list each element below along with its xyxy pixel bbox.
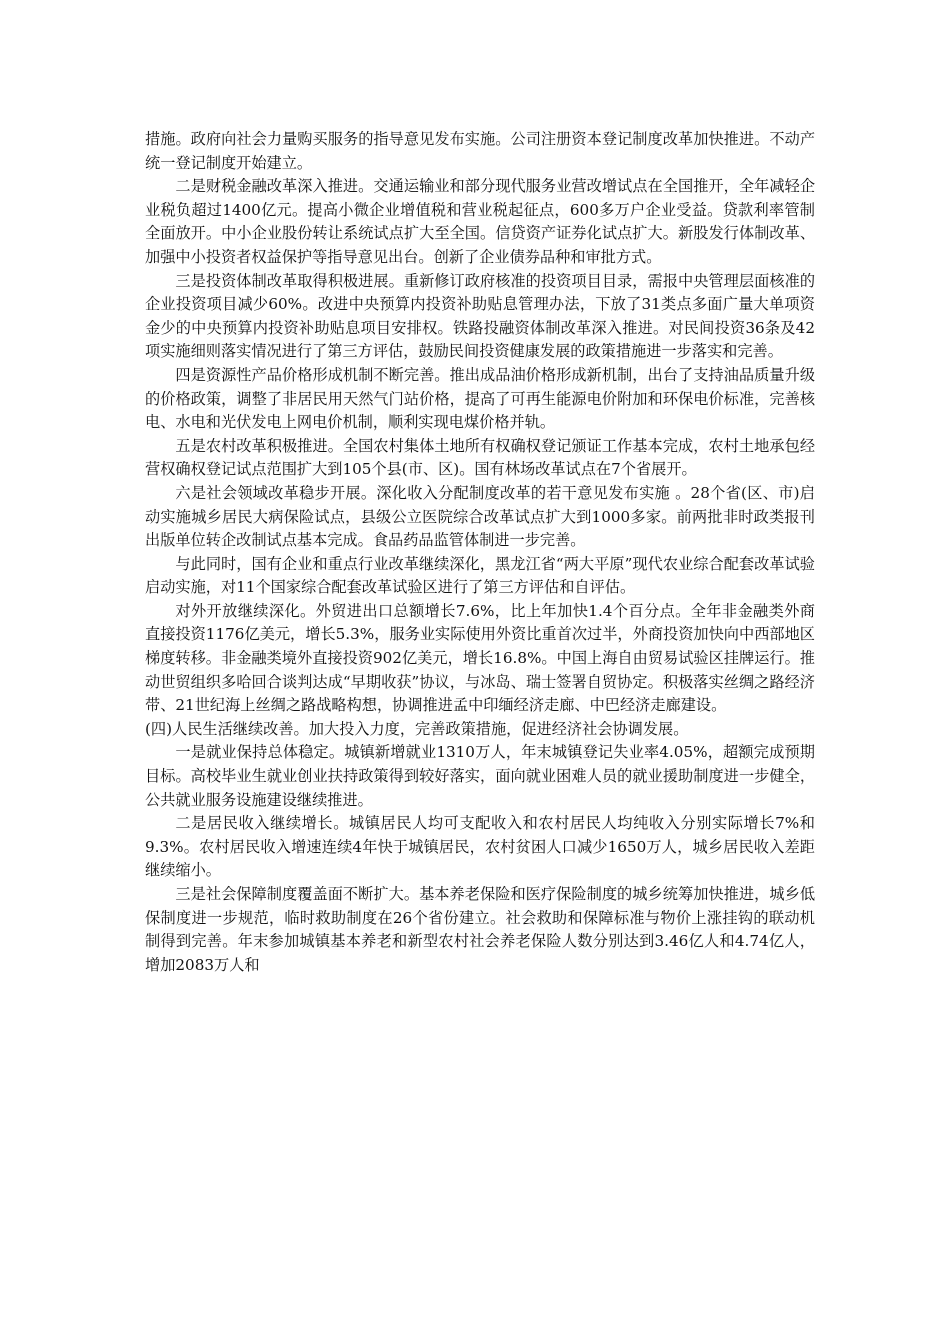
paragraph-7: 与此同时，国有企业和重点行业改革继续深化，黑龙江省“两大平原”现代农业综合配套改革试验启动实施，对11个国家综合配套改革试验区进行了第三方评估和自评估。: [145, 554, 815, 597]
paragraph-9: 一是就业保持总体稳定。城镇新增就业1310万人，年末城镇登记失业率4.05%，超额完成预期目标。高校毕业生就业创业扶持政策得到较好落实，面向就业困难人员的就业援助制度进一步健全，公共就业服务设施建设继续推进。: [145, 743, 815, 809]
paragraph-6: 六是社会领域改革稳步开展。深化收入分配制度改革的若干意见发布实施 。28个省(区、市)启动实施城乡居民大病保险试点，县级公立医院综合改革试点扩大到1000多家。前两批非时政类报刊出版单位转企改制试点基本完成。食品药品监管体制进一步完善。: [145, 483, 815, 550]
paragraph-5: 五是农村改革积极推进。全国农村集体土地所有权确权登记颁证工作基本完成，农村土地承包经营权确权登记试点范围扩大到105个县(市、区)。国有林场改革试点在7个省展开。: [145, 436, 815, 479]
paragraph-1: 措施。政府向社会力量购买服务的指导意见发布实施。公司注册资本登记制度改革加快推进。不动产统一登记制度开始建立。: [145, 130, 815, 172]
paragraph-2: 二是财税金融改革深入推进。交通运输业和部分现代服务业营改增试点在全国推开，全年减轻企业税负超过1400亿元。提高小微企业增值税和营业税起征点，600多万户企业受益。贷款利率管制全面放开。中小企业股份转让系统试点扩大至全国。信贷资产证券化试点扩大。新股发行体制改革、加强中小投资者权益保护等指导意见出台。创新了企业债券品种和审批方式。: [145, 177, 815, 266]
document-body: [145, 128, 815, 977]
section-heading: (四)人民生活继续改善。加大投入力度，完善政策措施，促进经济社会协调发展。: [145, 719, 689, 738]
paragraph-4: 四是资源性产品价格形成机制不断完善。推出成品油价格形成新机制，出台了支持油品质量升级的价格政策，调整了非居民用天然气门站价格，提高了可再生能源电价附加和环保电价标准，完善核电、水电和光伏发电上网电价机制，顺利实现电煤价格并轨。: [145, 365, 815, 432]
paragraph-11: 三是社会保障制度覆盖面不断扩大。基本养老保险和医疗保险制度的城乡统筹加快推进，城乡低保制度进一步规范，临时救助制度在26个省份建立。社会救助和保障标准与物价上涨挂钩的联动机制得到完善。年末参加城镇基本养老和新型农村社会养老保险人数分别达到3.46亿人和4.74亿人，增加2083万人和: [145, 885, 815, 974]
paragraph-8: 对外开放继续深化。外贸进出口总额增长7.6%，比上年加快1.4个百分点。全年非金融类外商直接投资1176亿美元，增长5.3%，服务业实际使用外资比重首次过半，外商投资加快向中西部地区梯度转移。非金融类境外直接投资902亿美元，增长16.8%。中国上海自由贸易试验区挂牌运行。推动世贸组织多哈回合谈判达成“早期收获”协议，与冰岛、瑞士签署自贸协定。积极落实丝绸之路经济带、21世纪海上丝绸之路战略构想，协调推进孟中印缅经济走廊、中巴经济走廊建设。: [145, 601, 815, 715]
paragraph-10: 二是居民收入继续增长。城镇居民人均可支配收入和农村居民人均纯收入分别实际增长7%和9.3%。农村居民收入增速连续4年快于城镇居民，农村贫困人口减少1650万人，城乡居民收入差距继续缩小。: [145, 814, 815, 880]
paragraph-3: 三是投资体制改革取得积极进展。重新修订政府核准的投资项目目录，需报中央管理层面核准的企业投资项目减少60%。改进中央预算内投资补助贴息管理办法，下放了31类点多面广量大单项资金少的中央预算内投资补助贴息项目安排权。铁路投融资体制改革深入推进。对民间投资36条及42项实施细则落实情况进行了第三方评估，鼓励民间投资健康发展的政策措施进一步落实和完善。: [145, 271, 815, 361]
